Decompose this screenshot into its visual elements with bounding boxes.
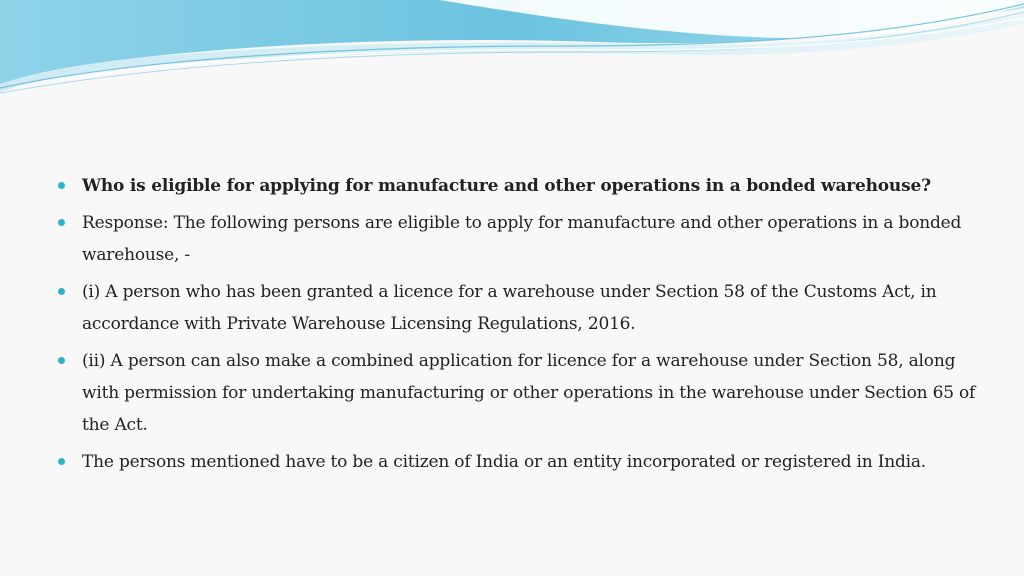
bullet-text: The persons mentioned have to be a citizen of India or an entity incorporated or registered in India. [82, 452, 927, 472]
bullet-dot-icon [58, 357, 65, 364]
bullet-dot-icon [58, 182, 65, 189]
bullet-point-ii [58, 345, 988, 441]
bullet-dot-icon [58, 458, 65, 465]
bullet-point-i [58, 276, 988, 340]
bullet-text: Response: The following persons are eligible to apply for manufacture and other operations in a bonded warehouse, - [82, 213, 962, 265]
bullet-response [58, 207, 988, 271]
bullet-list [58, 170, 988, 483]
bullet-citizenship [58, 446, 988, 478]
bullet-dot-icon [58, 219, 65, 226]
bullet-text: Who is eligible for applying for manufacture and other operations in a bonded warehouse? [82, 176, 931, 196]
bullet-dot-icon [58, 288, 65, 295]
bullet-text: (i) A person who has been granted a licence for a warehouse under Section 58 of the Customs Act, in accordance with Private Warehouse Licensing Regulations, 2016. [82, 282, 937, 334]
bullet-text: (ii) A person can also make a combined application for licence for a warehouse under Section 58, along with permission for undertaking manufacturing or other operations in the warehouse under Section 65 of the Act. [82, 351, 976, 435]
bullet-question [58, 170, 988, 202]
decorative-wave-header [0, 0, 1024, 110]
